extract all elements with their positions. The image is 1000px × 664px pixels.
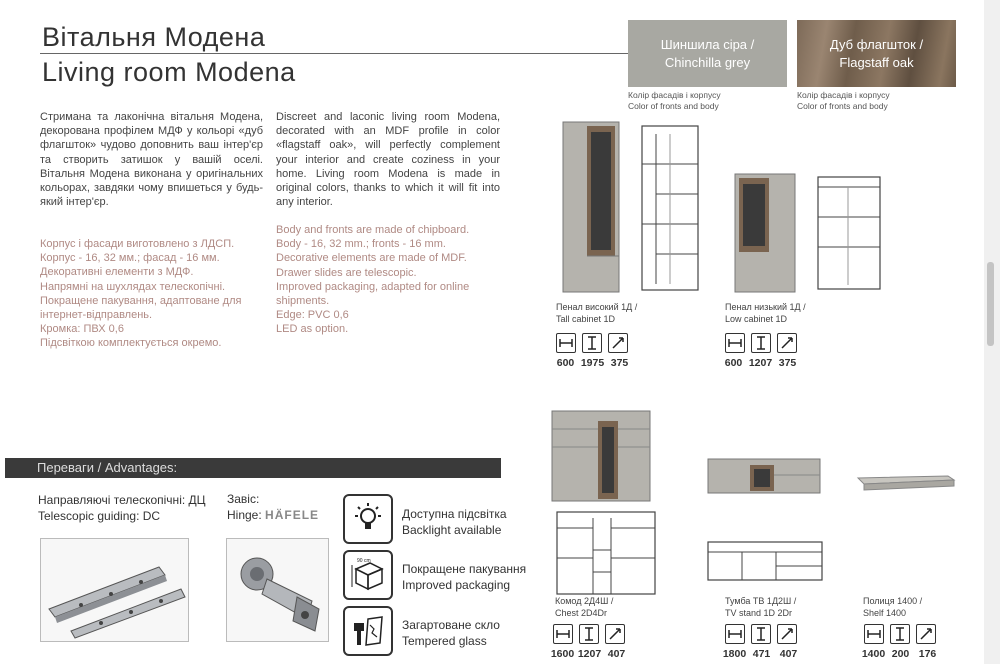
title-rule (40, 53, 630, 54)
swatch-caption-grey: Колір фасадів і корпусу Color of fronts and body (628, 90, 721, 111)
height-icon (582, 333, 602, 353)
depth-icon (916, 624, 936, 644)
description-ua: Стримана та лаконічна вітальня Модена, декорована профілем МДФ у кольорі «дуб флагшток» чудово доповнить ваш інтер'єр та створить затишок у вашій оселі. Вітальня Модена виконана у оригінальних кольорах, завдяки чому впишеться у будь-який інтер'єр. (40, 111, 263, 209)
glass-icon (343, 606, 393, 656)
height-icon (751, 333, 771, 353)
telescopic-label: Направляючі телескопічні: ДЦ Telescopic guiding: DC (38, 493, 206, 523)
chest-dims: 1600 1207 407 (550, 648, 626, 660)
specs-ua: Корпус і фасади виготовлено з ЛДСП. Корпус - 16, 32 мм.; фасад - 16 мм. Декоративні елементи з МДФ. Напрямні на шухлядах телескопічні. Покращене пакування, адаптоване для інтернет-відправлень. Кромка: ПВХ 0,6 Підсвіткою комплектується окремо. (40, 238, 242, 350)
telescopic-slides-image (40, 538, 189, 642)
tall-cabinet-label: Пенал високий 1Д / Tall cabinet 1D (556, 302, 638, 324)
low-cabinet-render (733, 172, 797, 299)
swatch-chinchilla-grey: Шиншила сіра / Chinchilla grey (628, 20, 787, 87)
tall-cabinet-dims: 600 1975 375 (556, 357, 629, 369)
width-icon (556, 333, 576, 353)
tall-cabinet-render (561, 120, 621, 300)
tv-stand-drawing (706, 540, 824, 589)
chest-render (550, 409, 652, 508)
shelf-render (856, 472, 956, 499)
low-cabinet-dim-icons (725, 333, 797, 353)
scrollbar-thumb[interactable] (987, 262, 994, 346)
shelf-label: Полиця 1400 / Shelf 1400 (863, 596, 923, 618)
depth-icon (777, 624, 797, 644)
tv-stand-render (706, 457, 822, 500)
advantages-header: Переваги / Advantages: (5, 458, 501, 478)
width-icon (725, 333, 745, 353)
shelf-dims: 1400 200 176 (861, 648, 937, 660)
height-icon (751, 624, 771, 644)
description-en: Discreet and laconic living room Modena, decorated with an MDF profile in color «flagstaff oak», will perfectly complement your interior and create coziness in your home. Living room Modena is made in original colors, thanks to which it will fit into any interior. (276, 111, 500, 209)
swatch-flagstaff-oak: Дуб флагшток / Flagstaff oak (797, 20, 956, 87)
specs-en: Body and fronts are made of chipboard. Body - 16, 32 mm.; fronts - 16 mm. Decorative elements are made of MDF. Drawer slides are telescopic. Improved packaging, adapted for online shipments. Edge: PVC 0,6 LED as option. (276, 224, 470, 336)
width-icon (725, 624, 745, 644)
chest-dim-icons (553, 624, 625, 644)
bulb-icon (343, 494, 393, 544)
swatch-caption-oak: Колір фасадів і корпусу Color of fronts and body (797, 90, 890, 111)
height-icon (579, 624, 599, 644)
feature-packaging: Покращене пакування Improved packaging (402, 562, 527, 592)
depth-icon (605, 624, 625, 644)
low-cabinet-dims: 600 1207 375 (724, 357, 797, 369)
tv-stand-dim-icons (725, 624, 797, 644)
tall-cabinet-drawing (640, 124, 700, 299)
page-title-en: Living room Modena (42, 57, 296, 87)
width-icon (553, 624, 573, 644)
height-icon (890, 624, 910, 644)
chest-drawing (555, 510, 657, 601)
shelf-dim-icons (864, 624, 936, 644)
hinge-image (226, 538, 329, 642)
chest-label: Комод 2Д4Ш / Chest 2D4Dr (555, 596, 614, 618)
hinge-label: Завіс: Hinge: HÄFELE (227, 492, 320, 522)
package-icon (343, 550, 393, 600)
tv-stand-dims: 1800 471 407 (722, 648, 798, 660)
depth-icon (608, 333, 628, 353)
feature-tempered-glass: Загартоване скло Tempered glass (402, 618, 500, 648)
low-cabinet-label: Пенал низький 1Д / Low cabinet 1D (725, 302, 806, 324)
package-dim-label: 90 cm (357, 558, 371, 564)
page-title-ua: Вітальня Модена (42, 22, 266, 52)
depth-icon (777, 333, 797, 353)
tall-cabinet-dim-icons (556, 333, 628, 353)
hafele-logo: HÄFELE (265, 508, 320, 522)
tv-stand-label: Тумба ТВ 1Д2Ш / TV stand 1D 2Dr (725, 596, 797, 618)
width-icon (864, 624, 884, 644)
feature-backlight: Доступна підсвітка Backlight available (402, 507, 507, 537)
low-cabinet-drawing (816, 175, 882, 298)
